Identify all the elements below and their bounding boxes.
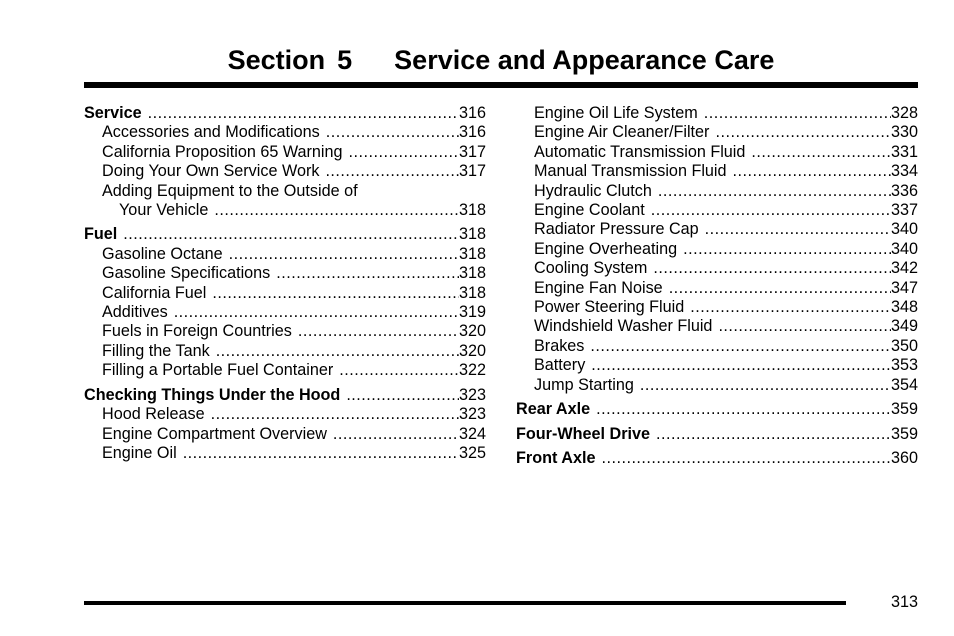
dot-leader bbox=[634, 376, 891, 395]
toc-entry[interactable] bbox=[84, 322, 486, 341]
toc-entry-label: Filling a Portable Fuel Container bbox=[102, 361, 334, 380]
toc-entry-page: 360 bbox=[890, 448, 918, 467]
toc-entry-page: 317 bbox=[458, 142, 486, 161]
toc-entry-page: 316 bbox=[458, 123, 486, 142]
toc-entry-page: 342 bbox=[890, 259, 918, 278]
toc-entry-label: Four-Wheel Drive bbox=[516, 424, 651, 443]
toc-entry-label: Fuel bbox=[84, 225, 118, 244]
section-title: Service and Appearance Care bbox=[394, 45, 775, 75]
toc-entry-page: 317 bbox=[458, 162, 486, 181]
toc-section-entry[interactable] bbox=[84, 225, 486, 244]
toc-entry[interactable] bbox=[516, 220, 918, 239]
toc-entry-label: Rear Axle bbox=[516, 400, 591, 419]
toc-entry-page: 319 bbox=[458, 303, 486, 322]
dot-leader bbox=[333, 361, 459, 380]
toc-entry-label: Checking Things Under the Hood bbox=[84, 385, 341, 404]
toc-entry-label: California Fuel bbox=[102, 283, 207, 302]
toc-entry[interactable] bbox=[84, 342, 486, 361]
dot-leader bbox=[584, 337, 891, 356]
dot-leader bbox=[663, 279, 891, 298]
toc-entry[interactable] bbox=[84, 264, 486, 283]
toc-entry-label: Accessories and Modifications bbox=[102, 123, 320, 142]
toc-entry-label: Adding Equipment to the Outside of bbox=[102, 181, 358, 200]
toc-entry-page: 316 bbox=[458, 104, 486, 122]
toc-entry-page: 323 bbox=[458, 405, 486, 424]
dot-leader bbox=[652, 182, 891, 201]
toc-entry[interactable] bbox=[516, 104, 918, 123]
dot-leader bbox=[210, 342, 459, 361]
toc-entry-page: 340 bbox=[890, 239, 918, 258]
toc-entry-page: 350 bbox=[890, 336, 918, 355]
toc-entry-page: 334 bbox=[890, 162, 918, 181]
toc-entry-label: Engine Compartment Overview bbox=[102, 424, 327, 443]
toc-entry-label: Engine Oil bbox=[102, 443, 177, 462]
toc-entry-page: 354 bbox=[890, 375, 918, 394]
toc-entry-label: Filling the Tank bbox=[102, 341, 210, 360]
toc-entry[interactable] bbox=[84, 201, 486, 220]
toc-entry-label: Hydraulic Clutch bbox=[534, 181, 652, 200]
toc-entry[interactable] bbox=[84, 182, 486, 201]
toc-entry[interactable] bbox=[84, 444, 486, 463]
toc-entry-page: 325 bbox=[458, 443, 486, 462]
toc-entry-label: Gasoline Octane bbox=[102, 244, 223, 263]
toc-left-column bbox=[84, 104, 486, 463]
toc-entry[interactable] bbox=[516, 298, 918, 317]
toc-section-entry[interactable] bbox=[516, 449, 918, 468]
toc-entry-page: 318 bbox=[458, 283, 486, 302]
toc-entry-page: 324 bbox=[458, 424, 486, 443]
toc-entry[interactable] bbox=[84, 143, 486, 162]
toc-entry-page: 347 bbox=[890, 278, 918, 297]
dot-leader bbox=[320, 123, 459, 142]
toc-entry[interactable] bbox=[84, 303, 486, 322]
toc-entry[interactable] bbox=[516, 279, 918, 298]
toc-entry[interactable] bbox=[516, 240, 918, 259]
toc-entry-label: Engine Coolant bbox=[534, 201, 645, 220]
dot-leader bbox=[340, 386, 459, 405]
dot-leader bbox=[270, 264, 459, 283]
dot-leader bbox=[168, 303, 459, 322]
section-heading bbox=[84, 42, 918, 78]
dot-leader bbox=[319, 162, 459, 181]
toc-entry-label: California Proposition 65 Warning bbox=[102, 142, 343, 161]
toc-entry[interactable] bbox=[84, 361, 486, 380]
toc-entry-page: 359 bbox=[890, 400, 918, 419]
toc-entry[interactable] bbox=[84, 245, 486, 264]
toc-entry-page: 318 bbox=[458, 264, 486, 283]
dot-leader bbox=[677, 240, 891, 259]
toc-entry-label: Brakes bbox=[534, 336, 585, 355]
toc-entry[interactable] bbox=[516, 376, 918, 395]
toc-entry-page: 318 bbox=[458, 244, 486, 263]
toc-entry[interactable] bbox=[516, 337, 918, 356]
toc-entry-page: 331 bbox=[890, 142, 918, 161]
toc-section-entry[interactable] bbox=[84, 104, 486, 123]
toc-entry-label: Radiator Pressure Cap bbox=[534, 220, 699, 239]
toc-entry[interactable] bbox=[84, 425, 486, 444]
dot-leader bbox=[645, 201, 891, 220]
toc-entry-label: Hood Release bbox=[102, 405, 205, 424]
toc-entry[interactable] bbox=[516, 201, 918, 220]
dot-leader bbox=[650, 425, 891, 444]
toc-entry-page: 337 bbox=[890, 201, 918, 220]
toc-entry-page: 353 bbox=[890, 356, 918, 375]
toc-entry-page: 320 bbox=[458, 341, 486, 360]
dot-leader bbox=[177, 444, 459, 463]
toc-entry[interactable] bbox=[516, 182, 918, 201]
toc-entry-page: 359 bbox=[890, 424, 918, 443]
dot-leader bbox=[142, 104, 459, 123]
toc-entry-label: Jump Starting bbox=[534, 375, 634, 394]
toc-entry-page: 328 bbox=[890, 104, 918, 122]
toc-entry-page: 340 bbox=[890, 220, 918, 239]
bottom-rule bbox=[84, 601, 846, 605]
toc-entry-label: Fuels in Foreign Countries bbox=[102, 322, 292, 341]
toc-entry-label: Your Vehicle bbox=[119, 201, 209, 220]
toc-entry-label: Power Steering Fluid bbox=[534, 298, 685, 317]
toc-entry[interactable] bbox=[84, 284, 486, 303]
toc-entry[interactable] bbox=[516, 143, 918, 162]
page-number: 313 bbox=[890, 593, 918, 611]
toc-section-entry[interactable] bbox=[516, 425, 918, 444]
toc-entry-label: Engine Oil Life System bbox=[534, 104, 698, 122]
dot-leader bbox=[292, 322, 459, 341]
dot-leader bbox=[208, 201, 459, 220]
dot-leader bbox=[647, 259, 891, 278]
dot-leader bbox=[745, 143, 891, 162]
toc-entry-page: 320 bbox=[458, 322, 486, 341]
toc-entry-page: 323 bbox=[458, 385, 486, 404]
toc-entry-page: 349 bbox=[890, 317, 918, 336]
toc-entry-label: Windshield Washer Fluid bbox=[534, 317, 713, 336]
dot-leader bbox=[699, 220, 891, 239]
toc-entry-page: 348 bbox=[890, 298, 918, 317]
dot-leader bbox=[595, 449, 891, 468]
toc-entry-label: Cooling System bbox=[534, 259, 648, 278]
section-label: Section bbox=[227, 45, 326, 75]
dot-leader bbox=[327, 425, 459, 444]
dot-leader bbox=[698, 104, 891, 123]
toc-entry-label: Engine Air Cleaner/Filter bbox=[534, 123, 710, 142]
dot-leader bbox=[223, 245, 459, 264]
toc-entry-label: Manual Transmission Fluid bbox=[534, 162, 727, 181]
dot-leader bbox=[206, 284, 459, 303]
dot-leader bbox=[684, 298, 891, 317]
toc-entry[interactable] bbox=[516, 123, 918, 142]
dot-leader bbox=[590, 400, 891, 419]
toc-entry-label: Service bbox=[84, 104, 142, 122]
toc-section-entry[interactable] bbox=[516, 400, 918, 419]
dot-leader bbox=[205, 405, 459, 424]
toc-entry[interactable] bbox=[516, 317, 918, 336]
toc-entry-label: Battery bbox=[534, 356, 586, 375]
section-number: 5 bbox=[337, 45, 353, 75]
toc-entry[interactable] bbox=[84, 405, 486, 424]
dot-leader bbox=[727, 162, 891, 181]
toc-entry-label: Front Axle bbox=[516, 448, 596, 467]
dot-leader bbox=[343, 143, 459, 162]
toc-entry[interactable] bbox=[516, 356, 918, 375]
toc-entry-label: Engine Fan Noise bbox=[534, 278, 663, 297]
dot-leader bbox=[117, 225, 459, 244]
toc-entry-label: Engine Overheating bbox=[534, 239, 678, 258]
dot-leader bbox=[709, 123, 891, 142]
toc-entry-label: Automatic Transmission Fluid bbox=[534, 142, 746, 161]
toc-entry-label: Gasoline Specifications bbox=[102, 264, 271, 283]
toc-entry-label: Additives bbox=[102, 303, 168, 322]
toc-entry[interactable] bbox=[84, 123, 486, 142]
toc-entry-page: 318 bbox=[458, 201, 486, 220]
toc-right-column bbox=[516, 104, 918, 468]
toc-entry[interactable] bbox=[84, 162, 486, 181]
toc-entry-page: 336 bbox=[890, 181, 918, 200]
toc-entry-label: Doing Your Own Service Work bbox=[102, 162, 320, 181]
dot-leader bbox=[585, 356, 891, 375]
toc-entry[interactable] bbox=[516, 162, 918, 181]
dot-leader bbox=[712, 317, 891, 336]
toc-entry[interactable] bbox=[516, 259, 918, 278]
top-rule bbox=[84, 82, 918, 88]
toc-entry-page: 318 bbox=[458, 225, 486, 244]
toc-entry-page: 330 bbox=[890, 123, 918, 142]
toc-section-entry[interactable] bbox=[84, 386, 486, 405]
toc-entry-page: 322 bbox=[458, 361, 486, 380]
